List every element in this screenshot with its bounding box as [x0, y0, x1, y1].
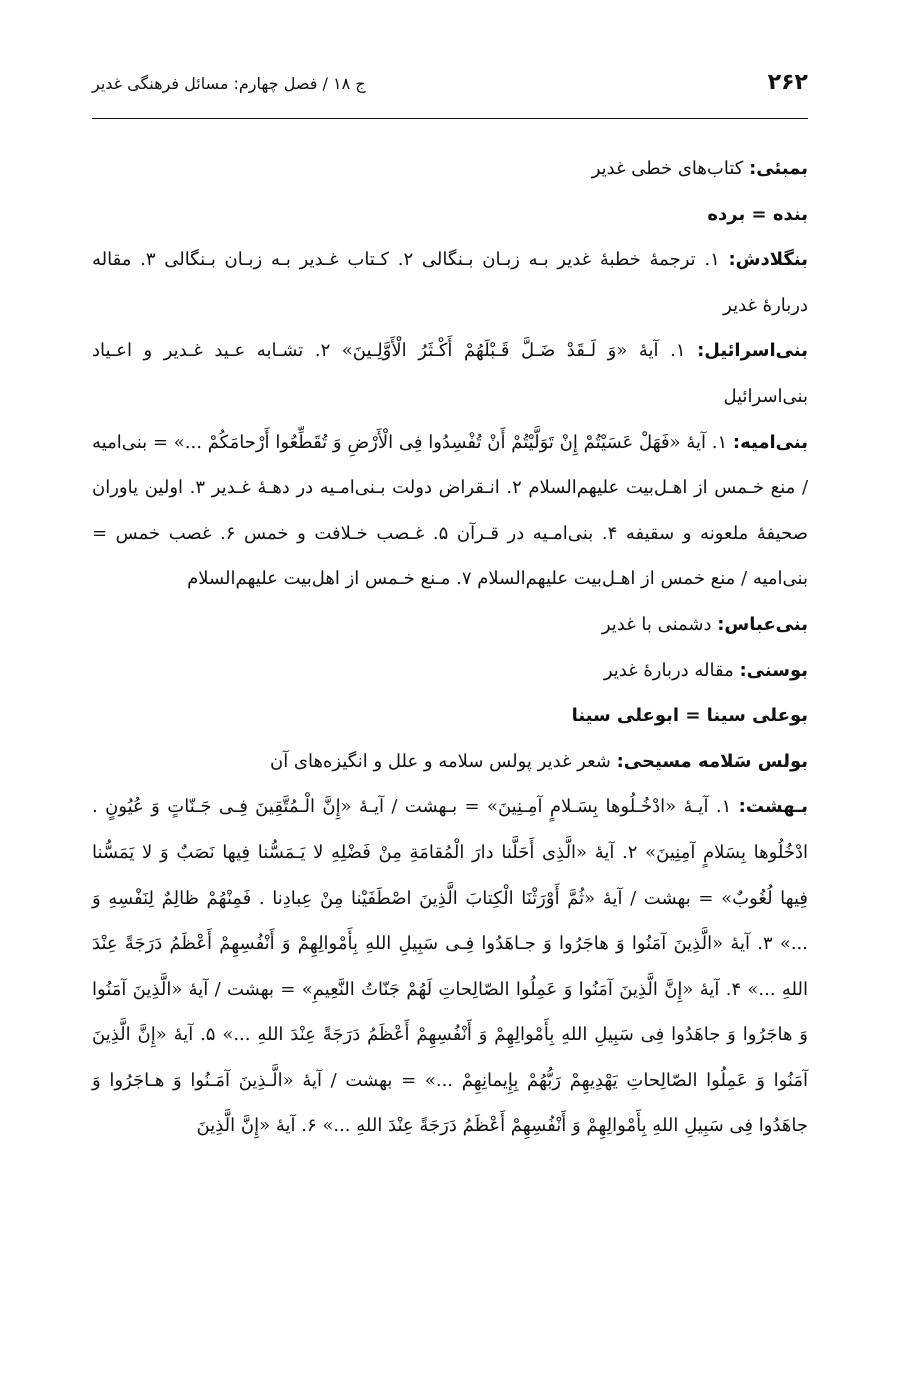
entry-bani-umayya: [92, 420, 808, 602]
entry-paulus-salameh: [92, 739, 808, 785]
header-divider: [92, 118, 808, 119]
entry-paradise: [92, 784, 808, 1149]
entry-text: ۱. ترجمهٔ خطبهٔ غدیر بـه زبـان بـنگالی ۲. کـتاب غـدیر بـه زبـان بـنگالی ۳. مقاله دربارهٔ غدیر: [92, 249, 808, 316]
index-entries: [92, 146, 808, 1149]
entry-text: شعر غدیر پولس سلامه و علل و انگیزه‌های آن: [269, 750, 617, 772]
entry-term: بنگلادش:: [728, 249, 808, 271]
entry-bosnia: [92, 648, 808, 694]
entry-text: دشمنی با غدیر: [601, 613, 718, 635]
entry-bani-abbas: [92, 602, 808, 648]
page-header: [92, 70, 808, 110]
entry-term: بولس سَلامه مسیحی:: [616, 750, 808, 772]
entry-text: ۱. آیهٔ «وَ لَـقَدْ ضَـلَّ قَـبْلَهُمْ أَكْـثَرُ الْأَوَّلِـينَ» ۲. تشـابه عـید غـدیر و اعـیاد بنی‌اسرائیل: [92, 340, 808, 407]
running-title: ج ۱۸ / فصل چهارم: مسائل فرهنگی غدیر: [92, 74, 366, 93]
entry-avicenna: [92, 693, 808, 739]
entry-text: ۱. آیـهٔ «ادْخُـلُوها بِسَـلامٍ آمِـنِينَ» = بـهشت / آیـهٔ «إِنَّ الْـمُتَّقِينَ فِـى جَـنّاتٍ وَ عُيُونٍ . ادْخُلُوها بِسَلامٍ آمِنِينَ» ۲. آیهٔ «الَّذِى أَحَلَّنا دارَ الْمُقامَةِ مِنْ فَضْلِهِ لا يَـمَسُّنا فِيها نَصَبٌ وَ لا يَمَسُّنا فِيها لُغُوبٌ» = بهشت / آیهٔ «ثُمَّ أَوْرَثْنَا الْكِتابَ الَّذِينَ اصْطَفَيْنا مِنْ عِبادِنا . فَمِنْهُمْ ظالِمٌ لِنَفْسِهِ وَ ...» ۳. آیهٔ «الَّذِينَ آمَنُوا وَ هاجَرُوا وَ جـاهَدُوا فِـى سَبِيلِ اللهِ بِأَمْوالِهِمْ وَ أَنْفُسِهِمْ أَعْظَمُ دَرَجَةً عِنْدَ اللهِ ...» ۴. آیهٔ «إِنَّ الَّذِينَ آمَنُوا وَ عَمِلُوا الصّالِحاتِ لَهُمْ جَنّاتُ النَّعِيمِ» = بهشت / آیهٔ «الَّذِينَ آمَنُوا وَ هاجَرُوا وَ جاهَدُوا فِى سَبِيلِ اللهِ بِأَمْوالِهِمْ وَ أَنْفُسِهِمْ أَعْظَمُ دَرَجَةً عِنْدَ اللهِ ...» ۵. آیهٔ «إِنَّ الَّذِينَ آمَنُوا وَ عَمِلُوا الصّالِحاتِ يَهْدِيهِمْ رَبُّهُمْ بِإِيمانِهِمْ ...» = بهشت / آیهٔ «الَّـذِينَ آمَـنُوا وَ هـاجَرُوا وَ جاهَدُوا فِى سَبِيلِ اللهِ بِأَمْوالِهِمْ وَ أَنْفُسِهِمْ أَعْظَمُ دَرَجَةً عِنْدَ اللهِ ...» ۶. آیهٔ «إِنَّ الَّذِينَ: [92, 796, 809, 1137]
entry-text: کتاب‌های خطی غدیر: [591, 158, 750, 179]
entry-bombay: [92, 146, 808, 192]
page-number: ۲۶۲: [767, 70, 808, 95]
entry-term: بـهشت:: [738, 796, 808, 818]
entry-bandeh: [92, 192, 808, 238]
entry-text: ۱. آیهٔ «فَهَلْ عَسَيْتُمْ إِنْ تَوَلَّيْتُمْ أَنْ تُفْسِدُوا فِى الْأَرْضِ وَ تُقَطِّعُوا أَرْحامَكُمْ ...» = بنی‌امیه / منع خـمس از اهـل‌بیت علیهم‌السلام ۲. انـقراض دولت بـنی‌امـیه در دهـهٔ غـدیر ۳. اولین یاوران صحیفهٔ ملعونه و سقیفه ۴. بنی‌امـیه در قـرآن ۵. غـصب خـلافت و خمس ۶. غصب خمس = بنی‌امیه / منع خمس از اهـل‌بیت علیهم‌السلام ۷. مـنع خـمس از اهل‌بیت علیهم‌السلام: [92, 431, 809, 590]
entry-term: بنی‌اسرائیل:: [697, 340, 808, 362]
entry-bani-israel: [92, 328, 808, 419]
entry-term: بنی‌عباس:: [717, 613, 808, 635]
entry-term: بوعلی سینا = ابوعلی سینا: [571, 705, 808, 727]
entry-term: بنده = برده: [707, 203, 808, 225]
entry-text: مقاله دربارهٔ غدیر: [603, 659, 740, 681]
entry-term: بمبئی:: [749, 158, 808, 179]
entry-term: بنی‌امیه:: [732, 431, 808, 453]
entry-term: بوسنی:: [739, 659, 808, 681]
entry-bangladesh: [92, 237, 808, 328]
